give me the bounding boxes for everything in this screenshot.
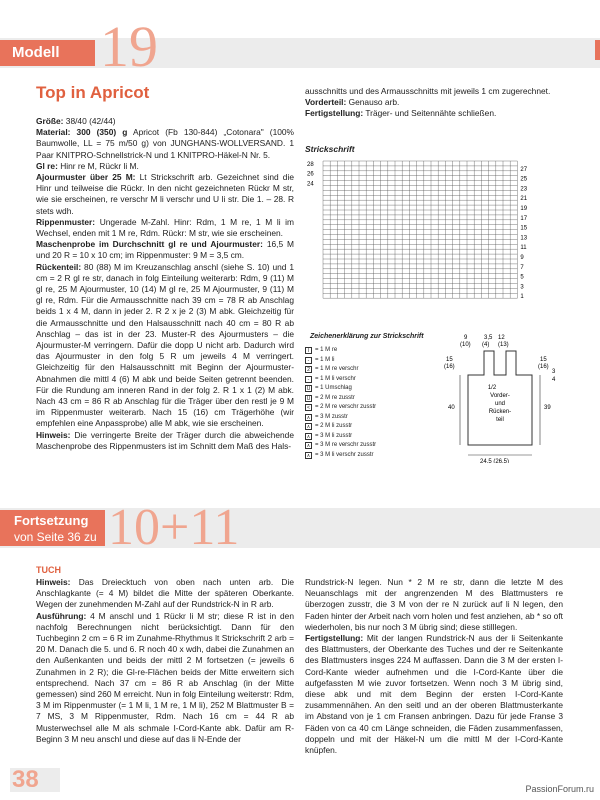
paragraph-text: Genauso arb. — [346, 97, 400, 108]
continuation-tag — [0, 510, 105, 546]
paragraph — [36, 172, 294, 217]
watermark: PassionForum.ru — [525, 784, 594, 794]
legend-symbol-icon: - — [305, 357, 312, 364]
row-label: 24 — [307, 181, 314, 188]
continuation-label: Fortsetzung — [14, 513, 89, 528]
garment-schematic — [440, 333, 575, 463]
row-label: 9 — [520, 255, 524, 261]
row-label: 21 — [520, 196, 528, 203]
legend-text: = 1 M li verschr — [315, 375, 356, 382]
row-label: 7 — [520, 264, 524, 271]
dim-top-b: 3,5 — [484, 335, 493, 341]
paragraph-heading: Hinweis: — [36, 429, 71, 440]
paragraph — [36, 262, 294, 430]
legend-symbol-icon: - — [305, 376, 312, 383]
row-label: 23 — [520, 186, 528, 193]
paragraph — [305, 633, 563, 756]
row-label: 13 — [520, 235, 528, 242]
paragraph-text: ausschnitts und des Armausschnitts mit jeweils 1 cm zugerechnet. — [305, 86, 551, 96]
paragraph-heading: Rückenteil: — [36, 261, 82, 272]
legend-text: = 3 M zusstr — [315, 413, 348, 420]
legend-item — [305, 432, 450, 442]
paragraph-text: Ungerade M-Zahl. Hinr: Rdm, 1 M re, 1 M li im Wechsel, enden mit 1 M re, Rdm. Rückr: M str, wie sie erscheinen. — [36, 216, 294, 239]
center-3: und — [494, 401, 506, 407]
instructions-left — [36, 116, 294, 452]
row-label: 1 — [520, 294, 524, 300]
continuation-number: 10+11 — [108, 499, 240, 556]
paragraph — [36, 127, 294, 161]
paragraph-text: Hinr re M, Rückr li M. — [57, 160, 139, 171]
legend-symbol-icon: ∧ — [306, 452, 311, 459]
instructions-right — [305, 86, 563, 120]
legend-item — [305, 365, 450, 375]
paragraph-heading: Ausführung: — [36, 610, 87, 621]
dim-left-b: (16) — [444, 364, 455, 370]
model-tag — [0, 40, 95, 66]
paragraph-text: Träger- und Seitennähte schließen. — [363, 108, 497, 119]
paragraph — [305, 577, 563, 633]
legend-item — [305, 441, 450, 451]
legend-symbol-icon: 2 — [305, 366, 312, 373]
legend-title: Zeichenerklärung zur Strickschrift — [310, 333, 424, 340]
paragraph — [305, 108, 563, 119]
dim-bottom: 24,5 (26,5) — [480, 459, 510, 463]
legend-text: = 2 M li zusstr — [315, 423, 353, 429]
paragraph — [36, 239, 294, 261]
row-label: 15 — [520, 225, 528, 232]
legend-text: = 2 M re verschr zusstr — [315, 404, 377, 410]
row-label: 11 — [520, 245, 527, 252]
legend-item — [305, 403, 450, 413]
legend-item — [305, 451, 450, 461]
center-4: Rücken- — [488, 409, 512, 415]
chart-title: Strickschrift — [305, 144, 355, 154]
row-label: 28 — [307, 161, 314, 168]
legend-text: = 3 M li verschr zusstr — [315, 451, 374, 458]
paragraph — [36, 217, 294, 239]
legend-symbol-icon: < — [305, 404, 312, 411]
paragraph-text: 80 (88) M im Kreuzanschlag anschl (siehe S. 10) und 1 cm = 2 R gl re str, danach in folg Einteilung weiterarb: Rdm, 9 (11) M gl re, 25 M Ajourmuster, 10 (14) M gl re, 25 M Ajourmuster, 9 (11) M gl re, Rdm. Für die Armausschnitte nach 39 cm = 78 R ab Anschlag beids 1 x 4 M, dann in jeder 2. R 2 x je 2 (3) M abk. Gleichzeitig für die Armausschnitte und den Halsausschnitt nach 40 cm = 80 R ab Anschlag – das ist in der 23. Muster-R des Ajourmusters – die Ajourmuster-M verringern. Dafür die dopp U nicht arb. Dadurch wird das Ajourmuster in den folg 5 R um jeweils 4 M verringert. Gleichzeitig für den Halsausschnitt mit Beginn der Ajourmuster-Abnahmen die mittl 4 (6) M abk und beide Seiten getrennt beenden. Für die Rundung am inneren Rand in der folg 2. R 1 x 1 (2) M abk. Nach 43 cm = 86 R ab Anschlag für die Träger über den restl je 9 M im Rippenmuster weiterarb. Nach 15 (16) cm Trägerhöhe (wir empfehlen eine Anpassprobe) alle M abk, wie sie erscheinen. — [36, 261, 294, 429]
paragraph-heading: Rippenmuster: — [36, 216, 96, 227]
row-label: 25 — [520, 176, 528, 183]
paragraph-text: Die verringerte Breite der Träger durch die abweichende Maschenprobe des Rippenmusters ist im Schnitt dem Maß des Hals- — [36, 429, 294, 451]
paragraph-heading: Fertigstellung: — [305, 633, 364, 644]
dim-right-b: (16) — [538, 364, 549, 370]
legend-item — [305, 384, 450, 394]
row-label: 17 — [520, 215, 528, 222]
tuch-right — [305, 577, 563, 756]
paragraph-heading: Material: 300 (350) g — [36, 127, 128, 138]
legend-text: = 1 M re verschr — [315, 366, 359, 372]
legend-text: = 1 Umschlag — [315, 385, 352, 391]
paragraph-heading: Vorderteil: — [305, 97, 347, 108]
legend-symbol-icon: ∧ — [306, 414, 311, 421]
model-number: 19 — [100, 14, 158, 79]
knitting-chart — [305, 155, 565, 300]
page-number-box — [10, 768, 60, 792]
paragraph-text: 4 M anschl und 1 Rückr li M str; diese R ist in den nachfolg Berechnungen nicht berücksichtigt. Dann für den Tuchbeginn 2 cm = 6 R im Zunahme-Rhythmus lt Strickschrift 2 arb = 20 M. Danach die 5. und 6. R noch 40 x wdh, dabei die Zunahmen an den Außenkanten und beids der mittl 2 M fortsetzen (= jeweils 6 Zunahmen in 2 R); die Gl-re-Flächen beids der Mitte erweitern sich entsprechend. Nach 37 cm = 86 R ab Anschlag (in der Mitte gemessen) sind 260 M erreicht. Nun in folg Einteilung weiterstr: Rdm, 3 M im Rippenmuster (= 1 M li, 1 M re, 1 M li), 252 M Blattmuster B = 7 MS, 3 M Rippenmuster, Rdm. Nach 16 cm = 44 R ab Musterwechsel alle M als schmale I-Cord-Kante abk. Dafür am R-Beginn 3 M neu anschl und diese auf das li N-Ende der — [36, 610, 294, 744]
row-label: 26 — [307, 171, 314, 178]
chart-legend — [305, 346, 450, 460]
legend-item — [305, 346, 450, 356]
row-label: 5 — [520, 274, 524, 281]
dim-right2: 3 — [552, 369, 556, 375]
paragraph-heading: Maschenprobe im Durchschnitt gl re und Ajourmuster: — [36, 239, 263, 250]
paragraph-heading: Größe: — [36, 116, 64, 126]
row-label: 3 — [520, 284, 524, 291]
dim-top2-c: (13) — [498, 342, 509, 348]
dim-left-a: 15 — [446, 357, 453, 363]
model-tag-label: Modell — [12, 44, 60, 61]
legend-symbol-icon: ∧ — [306, 443, 311, 450]
legend-symbol-icon: ∧ — [306, 433, 311, 440]
legend-item — [305, 413, 450, 423]
paragraph-heading: Gl re: — [36, 160, 58, 171]
row-label: 27 — [520, 166, 528, 173]
paragraph — [36, 577, 294, 611]
continuation-from: von Seite 36 zu — [14, 530, 97, 544]
paragraph-text: Das Dreiecktuch von oben nach unten arb. Die Anschlagkante (= 4 M) bildet die Mitte der späteren Oberkante. Wegen der zunehmenden M-Zahl auf der Rundstrick-N in R arb. — [36, 577, 294, 610]
paragraph-text: Apricot (Fb 130-844) „Cotonara" (100% Baumwolle, LL = 75 m/50 g) von JUNGHANS-WOLLVERSAND. 1 Paar KNITPRO-Schnellstrick-N und 1 KNITPRO-Häkel-N Nr. 5. — [36, 127, 295, 160]
legend-text: = 1 M re — [315, 347, 338, 353]
paragraph-heading: Ajourmuster über 25 M: — [36, 172, 136, 183]
paragraph — [36, 430, 294, 452]
dim-right4: 39 — [544, 405, 551, 411]
legend-text: = 3 M li zusstr — [315, 432, 353, 439]
legend-text: = 3 M re verschr zusstr — [315, 442, 377, 448]
legend-item — [305, 394, 450, 404]
center-1: 1/2 — [487, 385, 497, 391]
legend-item — [305, 356, 450, 366]
legend-symbol-icon: U — [306, 386, 311, 393]
paragraph — [36, 116, 294, 127]
dim-right-a: 15 — [540, 357, 547, 363]
paragraph — [36, 611, 294, 745]
paragraph — [305, 97, 563, 108]
dim-top-a: 9 — [464, 335, 468, 341]
legend-symbol-icon: U — [306, 395, 311, 402]
row-label: 19 — [520, 206, 528, 212]
dim-top2-b: (4) — [482, 342, 490, 348]
legend-symbol-icon: ∧ — [306, 424, 311, 431]
dim-top2-a: (10) — [460, 342, 471, 348]
legend-symbol-icon: I — [305, 347, 312, 354]
dim-top-c: 12 — [498, 335, 505, 341]
paragraph-text: Lt Strickschrift arb. Gezeichnet sind die Hinr und teilweise die Rückr. In den nicht gezeichneten Rückr M str, wie sie erscheinen, re verschr M li verschr und U li str. Die 1. – 28. R stets wdh. — [36, 172, 294, 216]
paragraph-text: 16,5 M und 20 R = 10 x 10 cm; im Rippenmuster: 9 M = 3,5 cm. — [36, 239, 295, 261]
paragraph — [305, 86, 563, 97]
page-title: Top in Apricot — [36, 83, 150, 102]
side-marker — [595, 40, 600, 60]
paragraph-heading: Hinweis: — [36, 577, 71, 587]
legend-item — [305, 422, 450, 432]
section-title: TUCH — [36, 565, 61, 575]
paragraph-text: Mit der langen Rundstrick-N aus der li Seitenkante des Blattmusters, der Oberkante des Tuches und der re Seitenkante des Blattmusters insges 224 M auffassen. Dann die 3 M der ersten I-Cord-Kante wieder aufnehmen und die I-Cord-Kante über die aufgefassten M wie zuvor fortsetzen. Wenn noch 3 M übrig sind, diese abk und mit dem Beginn der ersten I-Cord-Kante zusammennähen. An den seitl und an der oberen Blattmusterkante im Abstand von je 1 cm Fransen anbringen. Dazu für jede Franse 3 Fäden von ca 40 cm Länge schneiden, die Fäden zusammenfassen, doppeln und mit der Häkel-N um die mittl M der I-Cord-Kante knüpfen. — [305, 633, 563, 756]
paragraph-text: 38/40 (42/44) — [63, 116, 116, 126]
legend-text: = 2 M re zusstr — [315, 394, 355, 401]
center-2: Vorder- — [490, 393, 510, 399]
paragraph — [36, 161, 294, 172]
dim-left2: 40 — [448, 405, 455, 411]
paragraph-heading: Fertigstellung: — [305, 108, 364, 119]
legend-text: = 1 M li — [315, 356, 335, 363]
paragraph-text: Rundstrick-N legen. Nun * 2 M re str, dann die letzte M des Neuanschlags mit der angrenzenden M des Blattmusters re überzogen zusstr, die 3 M von der re N zurück auf li N legen, den Faden hinter der Arbeit nach vorn holen und fest anziehen, ab * so oft wiederholen, bis nur noch 3 M übrig sind; diese stilllegen. — [305, 577, 563, 632]
dim-right3: 4 — [552, 377, 556, 383]
tuch-left — [36, 577, 294, 745]
page-number: 38 — [12, 766, 39, 793]
center-5: teil — [496, 417, 504, 423]
legend-item — [305, 375, 450, 385]
